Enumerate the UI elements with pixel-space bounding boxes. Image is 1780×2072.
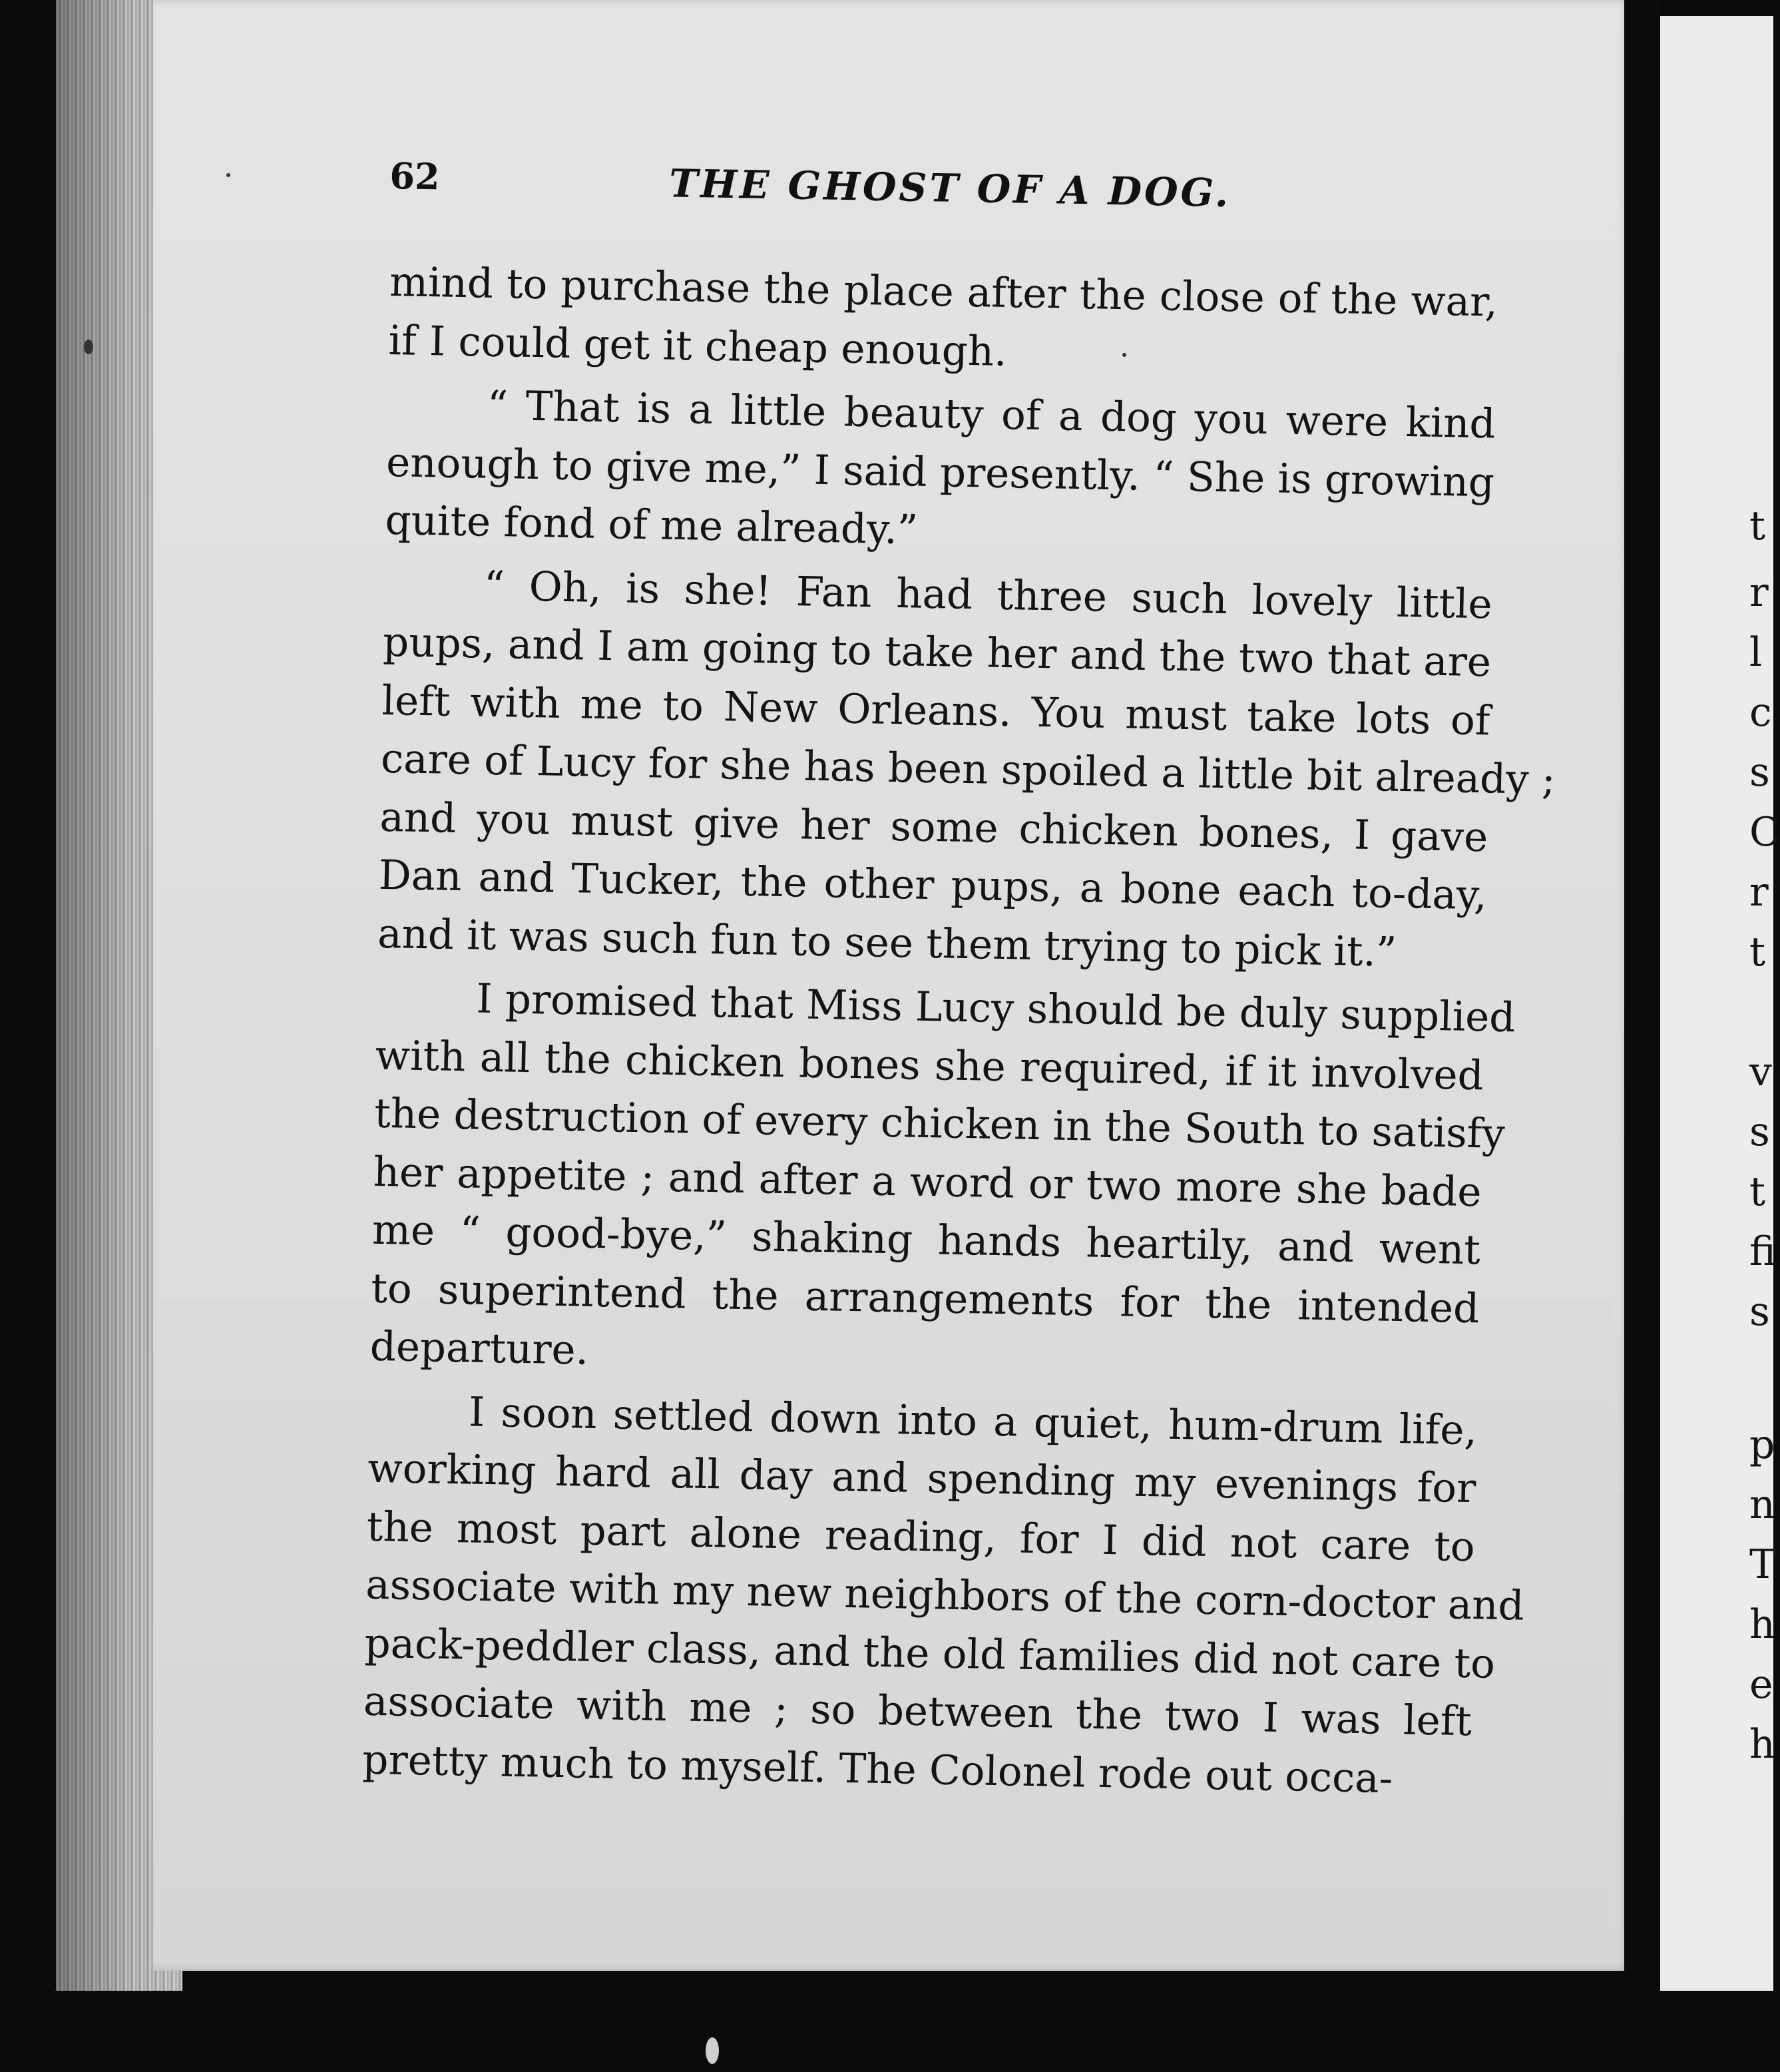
text-line: the destruction of every chicken in the South to satisfy	[373, 1089, 1506, 1158]
text-line: I promised that Miss Lucy should be duly supplied	[475, 975, 1516, 1042]
facing-page-fragment: r	[1749, 569, 1769, 616]
text-line: to superintend the arrangements for the intended	[370, 1264, 1480, 1332]
body-text	[361, 253, 1556, 1809]
text-line: quite fond of me already.”	[384, 496, 919, 554]
text-line: care of Lucy for she has been spoiled a little bit already ;	[380, 734, 1556, 804]
facing-page-fragment: s	[1749, 1109, 1770, 1155]
paragraph	[388, 253, 1498, 389]
facing-page-fragment: C	[1749, 809, 1780, 856]
text-line: working hard all day and spending my evenings for	[367, 1444, 1476, 1513]
facing-page-edge	[1660, 16, 1773, 2013]
text-line: “ That is a little beauty of a dog you were kind	[487, 382, 1496, 448]
scan-speck	[706, 2037, 719, 2064]
paragraph	[369, 968, 1516, 1396]
book-gutter	[1624, 0, 1664, 2072]
text-line: enough to give me,” I said presently. “ She is growing	[385, 438, 1495, 506]
text-line: the most part alone reading, for I did not care to	[366, 1503, 1476, 1571]
facing-page-fragment: T	[1749, 1541, 1777, 1588]
text-line: and you must give her some chicken bones, I gave	[379, 793, 1488, 861]
facing-page-fragment: s	[1749, 749, 1770, 796]
facing-page-fragment: r	[1749, 869, 1769, 915]
text-line: if I could get it cheap enough.	[387, 316, 1008, 376]
facing-page-fragment: c	[1749, 689, 1772, 736]
text-line: and it was such fun to see them trying to pick it.”	[377, 909, 1397, 976]
facing-page-fragment: v	[1749, 1049, 1772, 1095]
text-line: “ Oh, is she! Fan had three such lovely little	[483, 562, 1493, 628]
text-line: pretty much to myself. The Colonel rode out occa-	[361, 1736, 1393, 1802]
text-line: pups, and I am going to take her and the two that are	[382, 618, 1492, 686]
facing-page-fragment: h	[1749, 1721, 1775, 1768]
facing-page-fragment: t	[1749, 1168, 1766, 1215]
facing-page-fragment: h	[1749, 1601, 1775, 1648]
facing-page-fragment: t	[1749, 503, 1766, 549]
text-line: mind to purchase the place after the close of the war,	[389, 258, 1498, 326]
facing-page-fragment: n	[1749, 1481, 1775, 1528]
text-line: pack-peddler class, and the old families did not care to	[364, 1619, 1496, 1688]
paragraph	[385, 375, 1496, 570]
running-title: THE GHOST OF A DOG.	[668, 160, 1231, 216]
text-line: departure.	[369, 1322, 589, 1374]
scan-speck	[1122, 353, 1126, 357]
facing-page-fragment: t	[1749, 929, 1766, 975]
text-line: I soon settled down into a quiet, hum-drum life,	[468, 1388, 1478, 1454]
facing-page-fragment: l	[1749, 629, 1763, 676]
facing-page-fragment: p	[1749, 1422, 1775, 1468]
paragraph	[377, 555, 1556, 983]
text-line: Dan and Tucker, the other pups, a bone each to-day,	[378, 851, 1488, 919]
text-line: with all the chicken bones she required, if it involved	[375, 1031, 1484, 1099]
scan-speck	[84, 340, 93, 354]
text-line: associate with my new neighbors of the corn-doctor and	[365, 1561, 1525, 1630]
facing-page-fragment: fi	[1749, 1228, 1777, 1275]
facing-page-shadow	[1660, 1991, 1773, 2072]
text-line: her appetite ; and after a word or two more she bade	[373, 1148, 1482, 1216]
facing-page-fragment: e	[1749, 1661, 1773, 1708]
paragraph	[361, 1381, 1525, 1809]
text-line: me “ good-bye,” shaking hands heartily, and went	[371, 1206, 1481, 1274]
scan-speck	[226, 173, 230, 177]
facing-page-fragment: s	[1749, 1288, 1770, 1335]
text-line: associate with me ; so between the two I was left	[363, 1677, 1472, 1746]
page-number: 62	[389, 154, 441, 198]
text-line: left with me to New Orleans. You must take lots of	[381, 676, 1491, 744]
